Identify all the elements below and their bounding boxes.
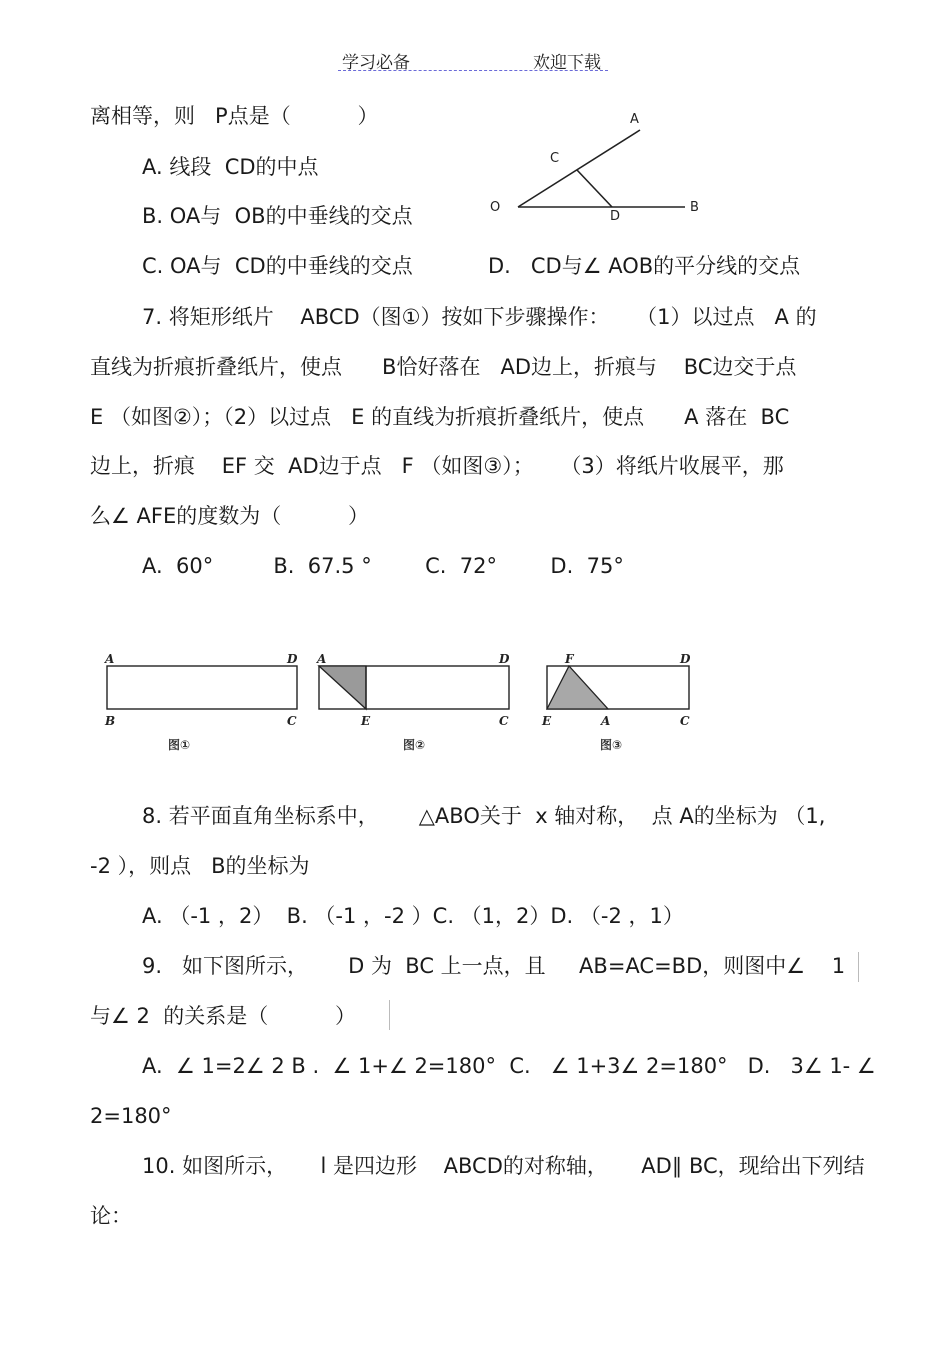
q8-line-2: -2 ），则点 B的坐标为 xyxy=(90,854,310,878)
fig1-label-a: A xyxy=(105,652,115,666)
figure-3 xyxy=(541,652,691,752)
label-d: D xyxy=(610,209,621,224)
fig3-label-e: E xyxy=(542,714,552,728)
fig2-label-d: D xyxy=(499,652,510,666)
label-b: B xyxy=(690,200,699,215)
fig3-label-d: D xyxy=(680,652,691,666)
q9-line-1: 9. 如下图所示， D 为 BC 上一点，且 AB=AC=BD，则图中∠ 1 xyxy=(142,954,846,978)
q8-options: A. （-1 ，2） B. （-1 ，-2 ）C. （1，2）D. （-2 ，1） xyxy=(142,904,684,928)
rectangle-abcd xyxy=(107,666,297,709)
q9-options: A. ∠ 1=2∠ 2 B . ∠ 1+∠ 2=180° C. ∠ 1+3∠ 2=180° D. 3∠ 1- ∠ xyxy=(142,1054,876,1078)
q7-line-4: 边上，折痕 EF 交 AD边于点 F （如图③）； （3）将纸片收展平，那 xyxy=(90,454,784,478)
q6-angle-figure xyxy=(480,105,710,230)
q6-option-d: D. CD与∠ AOB的平分线的交点 xyxy=(488,254,801,278)
q7-line-5: 么∠ AFE的度数为（ ） xyxy=(90,504,369,528)
q9-line-2: 与∠ 2 的关系是（ ） xyxy=(90,1004,356,1028)
scan-mark xyxy=(389,1000,390,1030)
fig2-label-a: A xyxy=(317,652,327,666)
fig3-caption: 图③ xyxy=(600,738,623,752)
fig2-label-c: C xyxy=(499,714,509,728)
label-o: O xyxy=(490,200,501,215)
q9-line-4: 2=180° xyxy=(90,1104,172,1128)
q10-line-1: 10. 如图所示， l 是四边形 ABCD的对称轴， AD∥ BC，现给出下列结 xyxy=(142,1154,865,1178)
label-c: C xyxy=(550,151,560,166)
folded-triangle xyxy=(547,666,608,709)
fig2-label-e: E xyxy=(361,714,371,728)
label-a: A xyxy=(630,112,639,127)
q8-line-1: 8. 若平面直角坐标系中， △ABO关于 x 轴对称， 点 A的坐标为 （1, xyxy=(142,804,826,828)
header-divider xyxy=(338,70,608,71)
header-left: 学习必备 xyxy=(342,53,410,73)
figure-2 xyxy=(316,652,510,752)
fig1-label-d: D xyxy=(287,652,298,666)
fig3-label-f: F xyxy=(565,652,574,666)
q7-fold-figures xyxy=(95,645,705,765)
segment-cd xyxy=(577,170,612,207)
fig1-label-c: C xyxy=(287,714,297,728)
fig1-label-b: B xyxy=(105,714,116,728)
scan-mark xyxy=(858,952,859,982)
fig3-label-c: C xyxy=(680,714,690,728)
q7-line-2: 直线为折痕折叠纸片，使点 B恰好落在 AD边上，折痕与 BC边交于点 xyxy=(90,355,797,379)
q7-line-1: 7. 将矩形纸片 ABCD（图①）按如下步骤操作： （1）以过点 A 的 xyxy=(142,305,817,329)
fig3-label-a: A xyxy=(601,714,611,728)
fig2-caption: 图② xyxy=(403,738,426,752)
folded-triangle xyxy=(319,666,366,709)
ray-oa xyxy=(518,130,640,207)
q7-options: A. 60° B. 67.5 ° C. 72° D. 75° xyxy=(142,554,624,578)
header-right: 欢迎下载 xyxy=(533,53,601,73)
q6-stem: 离相等，则 P点是（ ） xyxy=(90,104,379,128)
fig1-caption: 图① xyxy=(168,738,191,752)
figure-1 xyxy=(104,652,298,752)
q6-option-c: C. OA与 CD的中垂线的交点 xyxy=(142,254,413,278)
q6-option-b: B. OA与 OB的中垂线的交点 xyxy=(142,204,413,228)
q7-line-3: E （如图②）；（2）以过点 E 的直线为折痕折叠纸片，使点 A 落在 BC xyxy=(90,405,790,429)
q6-option-a: A. 线段 CD的中点 xyxy=(142,155,319,179)
q10-line-2: 论： xyxy=(90,1204,132,1228)
